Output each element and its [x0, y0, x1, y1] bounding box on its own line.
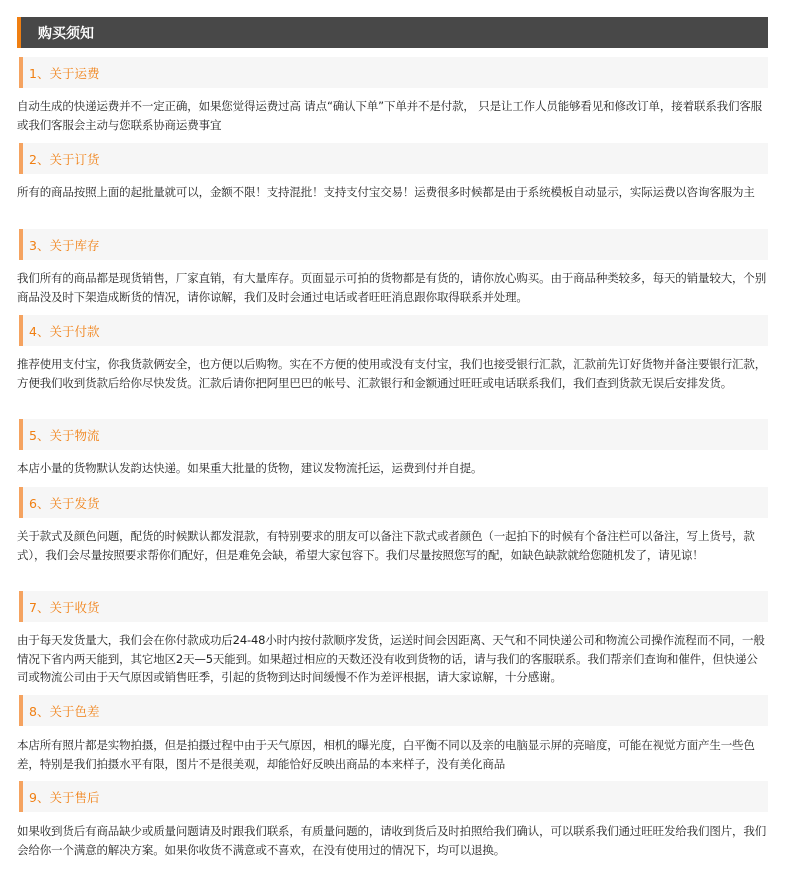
section-body-shipping-fee: 自动生成的快递运费并不一定正确，如果您觉得运费过高 请点“确认下单”下单并不是付款， 只是让工作人员能够看见和修改订单，接着联系我们客服或我们客服会主动与您联系协商运费事宜 — [17, 99, 763, 132]
section-heading-after-sales — [19, 781, 768, 812]
section-body-payment: 推荐使用支付宝，你我货款俩安全，也方便以后购物。实在不方便的使用或没有支付宝，我们也接受银行汇款，汇款前先订好货物并备注要银行汇款，方便我们收到货款后给你尽快发货。汇款后请你把阿里巴巴的帐号、汇款银行和金额通过旺旺或电话联系我们，我们查到货款无误后安排发货。 — [17, 357, 767, 390]
section-heading-receiving — [19, 591, 768, 622]
section-heading-label: 9、关于售后 — [29, 789, 100, 805]
section-heading-ordering — [19, 143, 768, 174]
section-heading-label: 6、关于发货 — [29, 495, 100, 511]
notice-title: 购买须知 — [38, 25, 94, 42]
section-heading-payment — [19, 315, 768, 346]
section-body-receiving: 由于每天发货量大，我们会在你付款成功后24-48小时内按付款顺序发货，运送时间会因距离、天气和不同快递公司和物流公司操作流程而不同，一般情况下省内两天能到，其它地区2天—5天能到。如果超过相应的天数还没有收到货物的话，请与我们的客服联系。我们帮亲们查询和催件，但快递公司或物流公司由于天气原因或销售旺季，引起的货物到达时间缓慢不作为差评根据，请大家谅解，十分感谢。 — [17, 633, 765, 684]
section-body-ordering: 所有的商品按照上面的起批量就可以，金额不限！支持混批！支持支付宝交易！运费很多时候都是由于系统模板自动显示，实际运费以咨询客服为主 — [17, 185, 755, 199]
section-heading-label: 7、关于收货 — [29, 599, 100, 615]
notice-header-bar — [17, 17, 768, 48]
section-heading-delivery — [19, 487, 768, 518]
section-heading-label: 5、关于物流 — [29, 427, 100, 443]
section-body-logistics: 本店小量的货物默认发韵达快递。如果重大批量的货物，建议发物流托运，运费到付并自提。 — [17, 461, 483, 475]
section-heading-label: 4、关于付款 — [29, 323, 100, 339]
section-body-color-difference: 本店所有照片都是实物拍摄，但是拍摄过程中由于天气原因，相机的曝光度，白平衡不同以及亲的电脑显示屏的亮暗度，可能在视觉方面产生一些色差，特别是我们拍摄水平有限，图片不是很美观，却能恰好反映出商品的本来样子，没有美化商品 — [17, 738, 755, 771]
section-body-delivery: 关于款式及颜色问题，配货的时候默认都发混款，有特别要求的朋友可以备注下款式或者颜色（一起拍下的时候有个备注栏可以备注，写上货号，款式），我们会尽量按照要求帮你们配好，但是难免会缺，希望大家包容下。我们尽量按照您写的配，如缺色缺款就给您随机发了，请见谅！ — [17, 529, 755, 562]
section-heading-logistics — [19, 419, 768, 450]
section-heading-label: 8、关于色差 — [29, 703, 100, 719]
section-heading-shipping-fee — [19, 57, 768, 88]
section-heading-stock — [19, 229, 768, 260]
section-heading-label: 3、关于库存 — [29, 237, 100, 253]
section-heading-label: 2、关于订货 — [29, 151, 100, 167]
section-body-stock: 我们所有的商品都是现货销售，厂家直销，有大量库存。页面显示可拍的货物都是有货的，请你放心购买。由于商品种类较多，每天的销量较大，个别商品没及时下架造成断货的情况，请你谅解，我们及时会通过电话或者旺旺消息跟你取得联系并处理。 — [17, 271, 767, 304]
section-body-after-sales: 如果收到货后有商品缺少或质量问题请及时跟我们联系，有质量问题的，请收到货后及时拍照给我们确认，可以联系我们通过旺旺发给我们图片，我们会给你一个满意的解决方案。如果你收货不满意或不喜欢，在没有使用过的情况下，均可以退换。 — [17, 824, 767, 857]
section-heading-label: 1、关于运费 — [29, 65, 100, 81]
section-heading-color-difference — [19, 695, 768, 726]
